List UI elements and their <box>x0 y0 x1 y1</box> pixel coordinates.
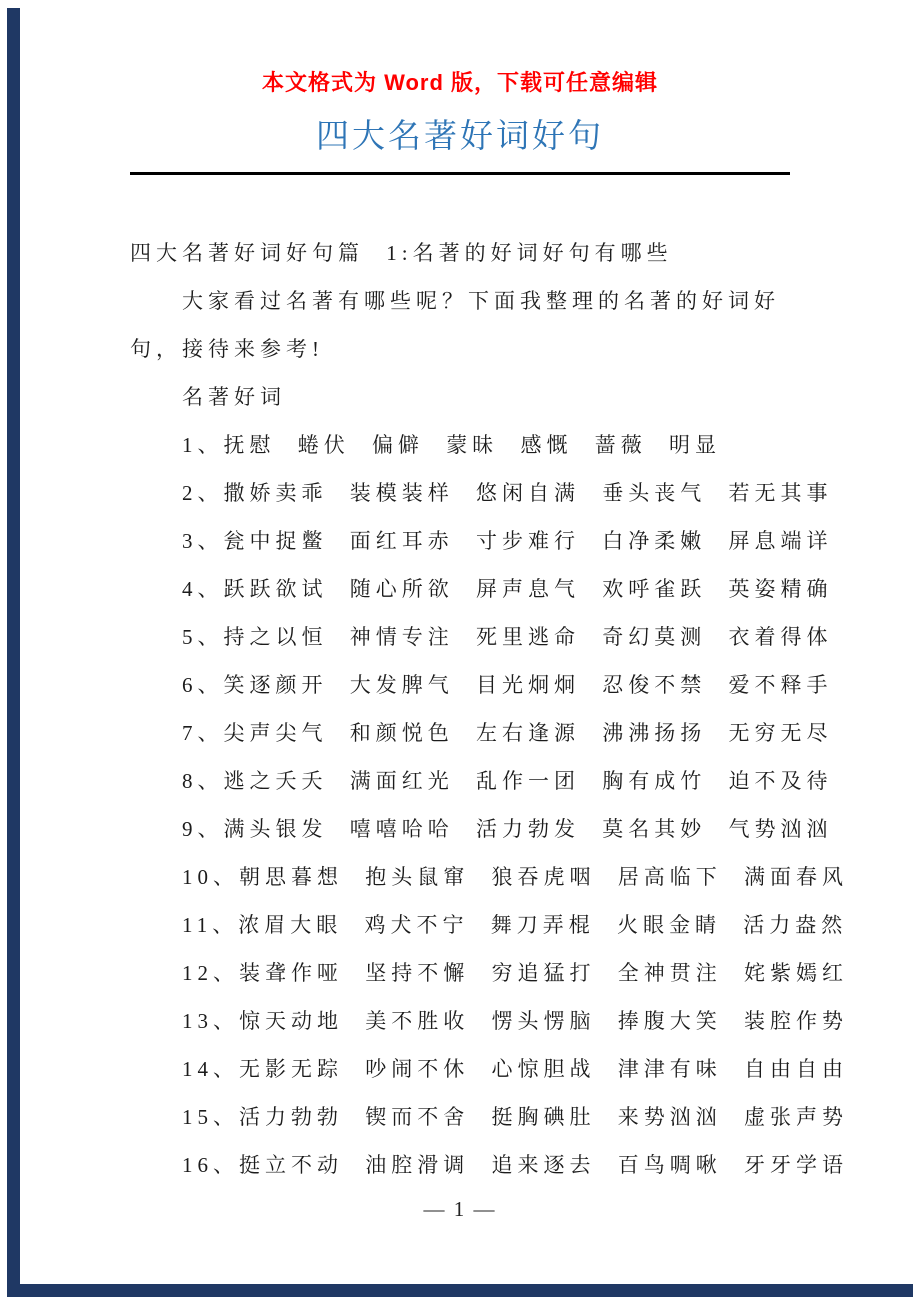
page-border-left <box>7 8 20 1297</box>
word-line: 6、笑逐颜开 大发脾气 目光炯炯 忍俊不禁 爱不释手 <box>182 673 833 697</box>
word-line: 4、跃跃欲试 随心所欲 屏声息气 欢呼雀跃 英姿精确 <box>182 577 833 601</box>
page-title: 四大名著好词好句 <box>316 119 604 155</box>
word-line: 7、尖声尖气 和颜悦色 左右逢源 沸沸扬扬 无穷无尽 <box>182 721 833 745</box>
word-line: 11、浓眉大眼 鸡犬不宁 舞刀弄棍 火眼金睛 活力盎然 <box>182 913 848 937</box>
word-line: 2、撒娇卖乖 装模装样 悠闲自满 垂头丧气 若无其事 <box>182 481 833 505</box>
word-line: 10、朝思暮想 抱头鼠窜 狼吞虎咽 居高临下 满面春风 <box>182 865 848 889</box>
word-line: 1、抚慰 蜷伏 偏僻 蒙昧 感慨 蔷薇 明显 <box>182 433 721 457</box>
word-line: 13、惊天动地 美不胜收 愣头愣脑 捧腹大笑 装腔作势 <box>182 1009 848 1033</box>
word-line: 9、满头银发 嘻嘻哈哈 活力勃发 莫名其妙 气势汹汹 <box>182 817 833 841</box>
word-line: 14、无影无踪 吵闹不休 心惊胆战 津津有味 自由自由 <box>182 1057 848 1081</box>
title-rule-divider <box>130 172 790 175</box>
word-line: 5、持之以恒 神情专注 死里逃命 奇幻莫测 衣着得体 <box>182 625 833 649</box>
intro-paragraph-line-1: 大家看过名著有哪些呢？下面我整理的名著的好词好 <box>182 289 780 313</box>
document-body <box>130 229 848 1189</box>
format-notice-banner: 本文格式为 Word 版，下载可任意编辑 <box>261 70 659 95</box>
page-border-bottom <box>7 1284 913 1297</box>
section-heading: 四大名著好词好句篇 1:名著的好词好句有哪些 <box>130 241 673 265</box>
word-line: 15、活力勃勃 锲而不舍 挺胸碘肚 来势汹汹 虚张声势 <box>182 1105 848 1129</box>
intro-paragraph-line-2: 句，接待来参考! <box>130 337 324 361</box>
word-line: 16、挺立不动 油腔滑调 追来逐去 百鸟啁啾 牙牙学语 <box>182 1153 848 1177</box>
list-title: 名著好词 <box>182 385 286 409</box>
word-line: 8、逃之夭夭 满面红光 乱作一团 胸有成竹 迫不及待 <box>182 769 833 793</box>
page-number: — 1 — <box>423 1197 497 1221</box>
word-line: 3、瓮中捉鳖 面红耳赤 寸步难行 白净柔嫩 屏息端详 <box>182 529 833 553</box>
word-line: 12、装聋作哑 坚持不懈 穷追猛打 全神贯注 姹紫嫣红 <box>182 961 848 985</box>
